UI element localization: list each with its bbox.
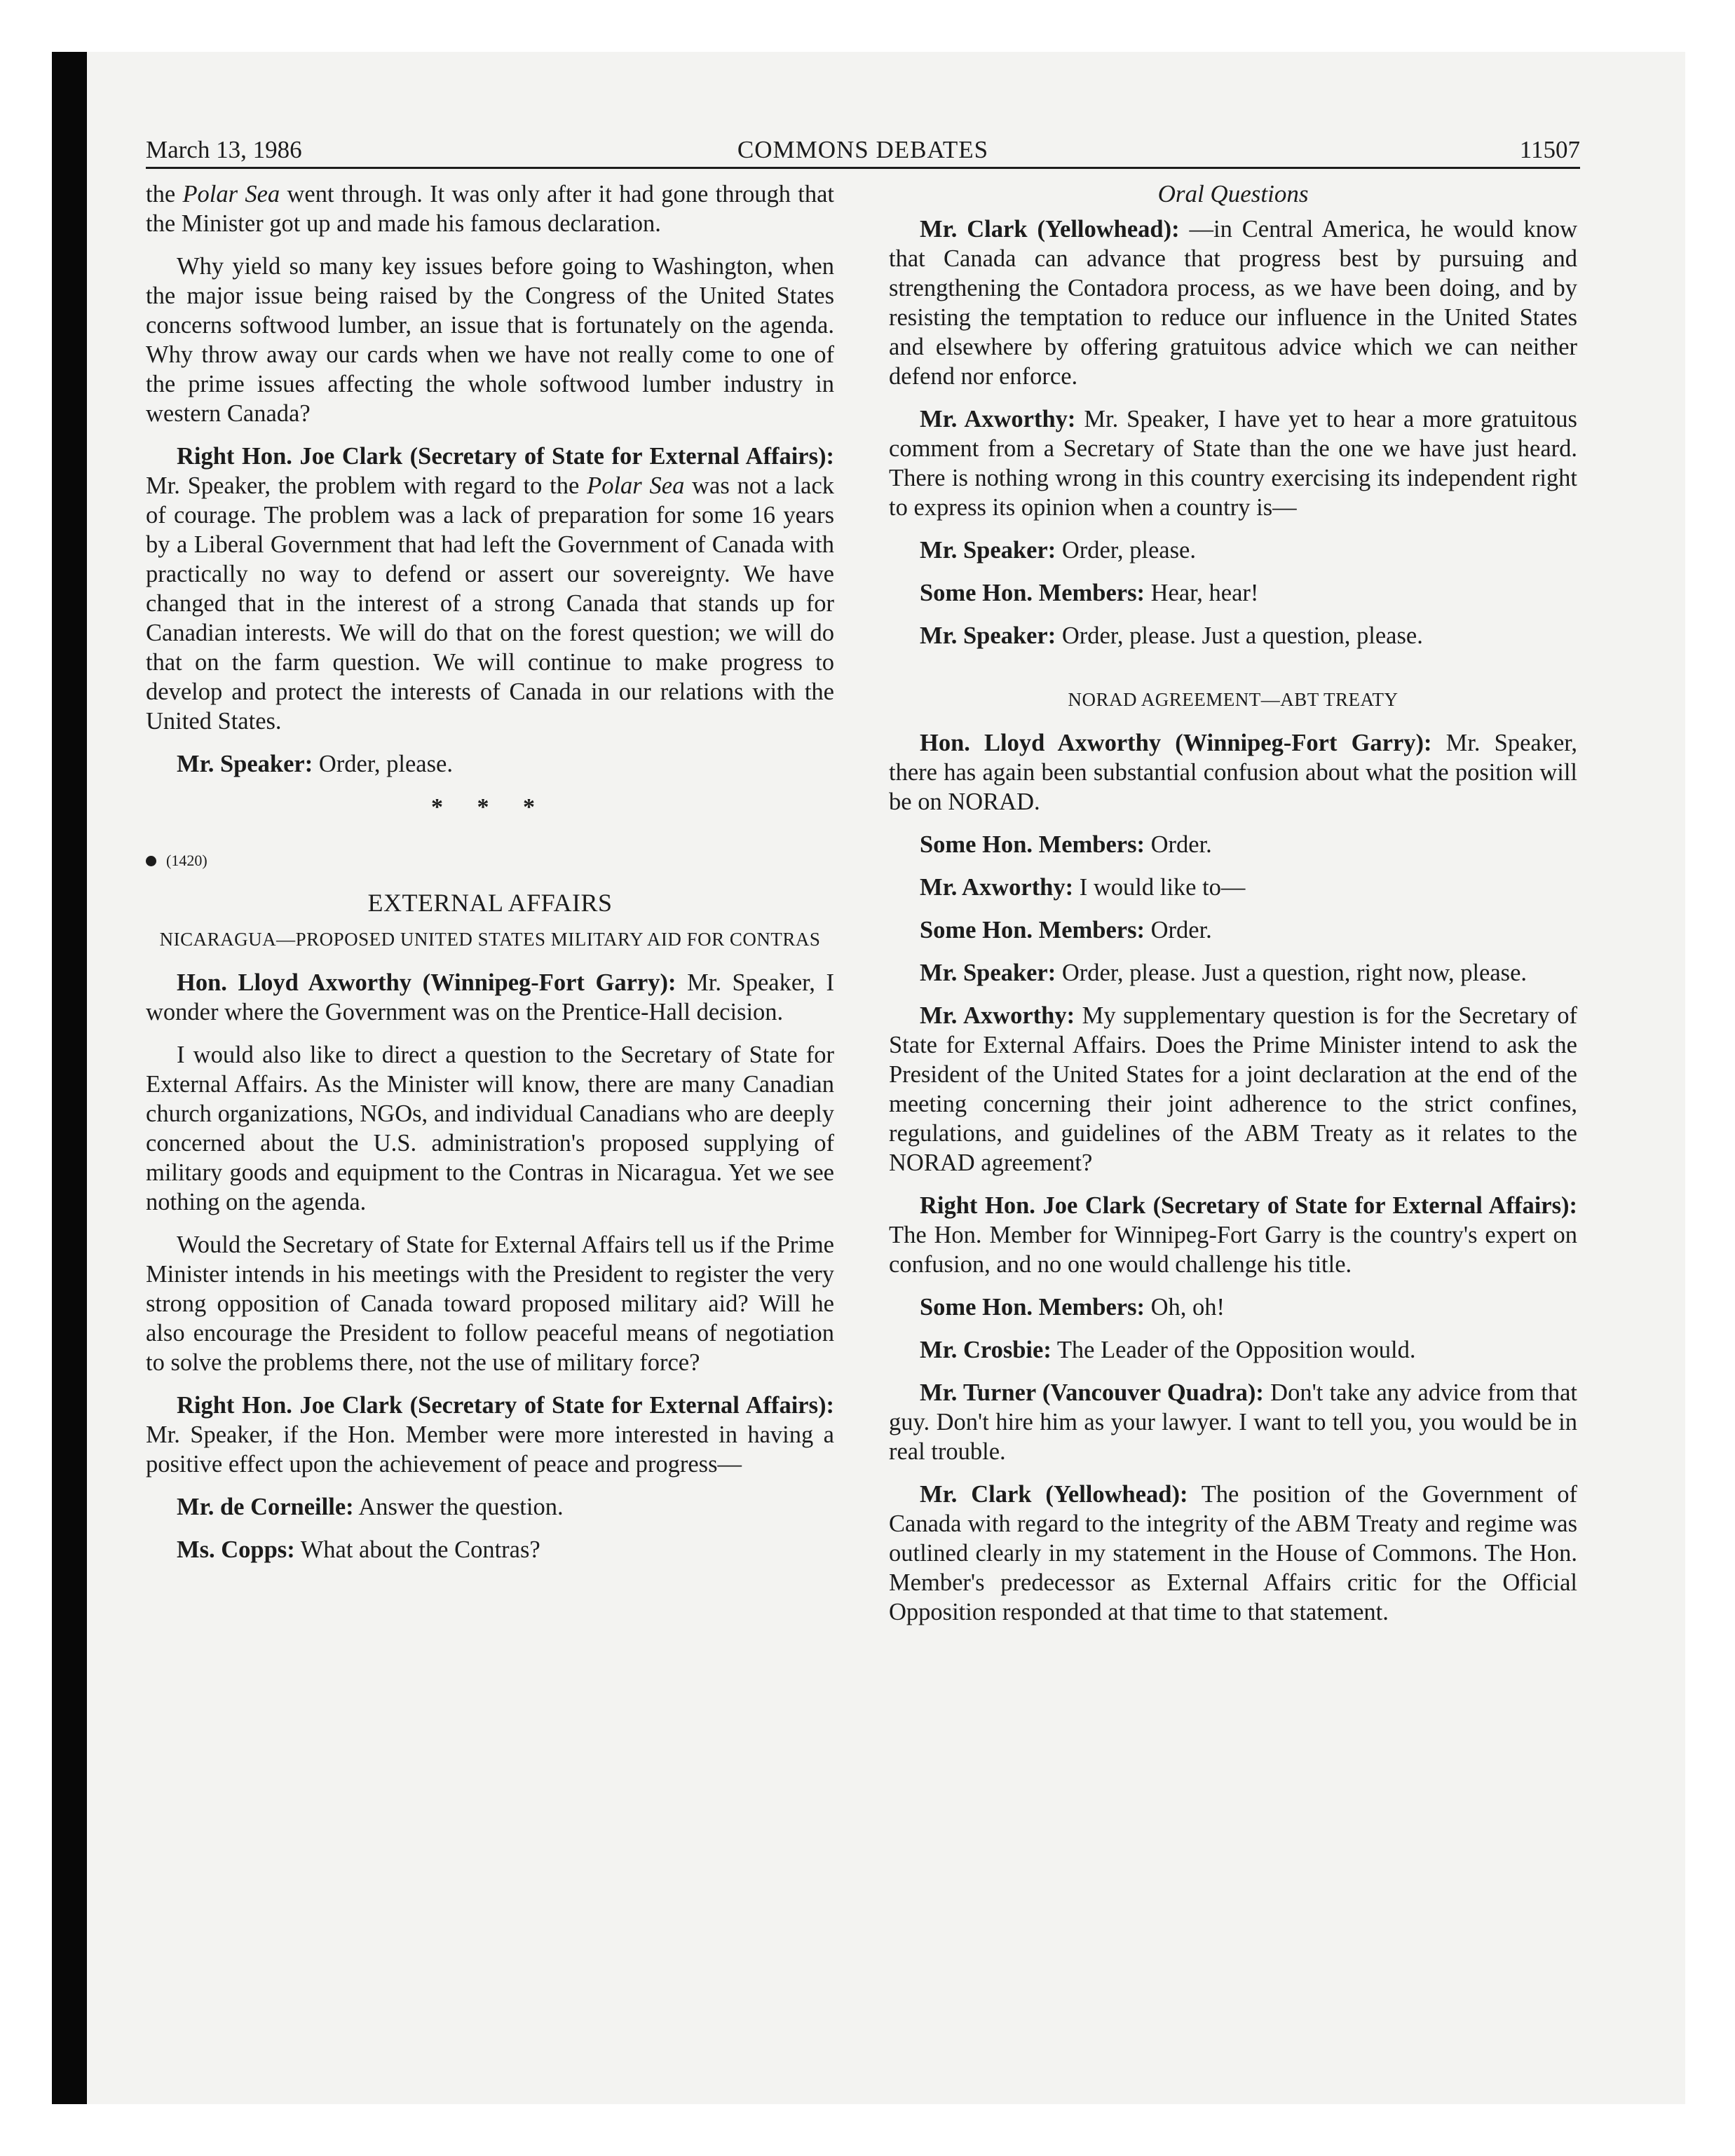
subsection-title: NORAD AGREEMENT—ABT TREATY xyxy=(1068,689,1399,710)
paragraph: Would the Secretary of State for External Affairs tell us if the Prime Minister intends in his meetings with the President to register the very strong opposition of Canada toward proposed military aid? Will he also encourage the President to follow peaceful means of negotiation to solve the problems there, not the use of military force? xyxy=(146,1231,834,1376)
paragraph: the Polar Sea went through. It was only after it had gone through that the Minister got up and made his famous declaration. xyxy=(146,181,834,237)
speaker-name: Mr. Speaker: xyxy=(920,622,1056,649)
speech-paragraph: Mr. Turner (Vancouver Quadra): Don't take any advice from that guy. Don't hire him as your lawyer. I want to tell you, you would be in real trouble. xyxy=(889,1379,1577,1465)
speech-paragraph: Mr. Axworthy: My supplementary question is for the Secretary of State for External Affairs. Does the Prime Minister intend to ask the President of the United States for a joint declaration at the end of the meeting concerning their joint adherence to the strict confines, regulations, and guidelines of the ABM Treaty as it relates to the NORAD agreement? xyxy=(889,1002,1577,1176)
speech-paragraph: Right Hon. Joe Clark (Secretary of State for External Affairs): Mr. Speaker, the problem with regard to the Polar Sea was not a lack of courage. The problem was a lack of preparation for some 16 years by a Liberal Government that had left the Government of Canada with practically no way to defend or assert our sovereignty. We have changed that in the interest of a strong Canada that stands up for Canadian interests. We will do that on the forest question; we will do that on the farm question. We will continue to make progress to develop and protect the interests of Canada in our relations with the United States. xyxy=(146,443,835,735)
speech-paragraph: Right Hon. Joe Clark (Secretary of State for External Affairs): The Hon. Member for Winnipeg-Fort Garry is the country's expert on confusion, and no one would challenge his title. xyxy=(889,1192,1577,1278)
section-gap xyxy=(889,664,1577,688)
speaker-name: Mr. Speaker: xyxy=(177,751,313,777)
speech-paragraph: Mr. Speaker: Order, please. xyxy=(177,751,453,777)
speaker-name: Some Hon. Members: xyxy=(920,580,1145,606)
header-title: COMMONS DEBATES xyxy=(737,136,989,163)
speaker-name: Some Hon. Members: xyxy=(920,917,1145,943)
speech-paragraph: Some Hon. Members: Oh, oh! xyxy=(920,1294,1225,1321)
speech-paragraph: Hon. Lloyd Axworthy (Winnipeg-Fort Garry): Mr. Speaker, I wonder where the Government was on the Prentice-Hall decision. xyxy=(146,969,835,1025)
speech-paragraph: Right Hon. Joe Clark (Secretary of State for External Affairs): Mr. Speaker, if the Hon. Member were more interested in having a positive effect upon the achievement of peace and progress— xyxy=(146,1392,834,1478)
section-separator: * * * xyxy=(431,794,549,820)
left-column xyxy=(146,179,834,1578)
speaker-name: Mr. Speaker: xyxy=(920,537,1056,564)
vessel-name: Polar Sea xyxy=(182,181,280,207)
speaker-name: Hon. Lloyd Axworthy (Winnipeg-Fort Garry): xyxy=(920,730,1432,756)
speaker-name: Right Hon. Joe Clark (Secretary of State for External Affairs): xyxy=(177,1392,834,1419)
speech-paragraph: Mr. Axworthy: I would like to— xyxy=(920,874,1246,901)
subsection-title: NICARAGUA—PROPOSED UNITED STATES MILITARY AID FOR CONTRAS xyxy=(159,929,821,950)
section-title: EXTERNAL AFFAIRS xyxy=(367,889,613,917)
speaker-name: Mr. de Corneille: xyxy=(177,1494,354,1520)
speaker-name: Some Hon. Members: xyxy=(920,1294,1145,1321)
speech-paragraph: Mr. Speaker: Order, please. Just a question, right now, please. xyxy=(920,960,1528,986)
speech-paragraph: Mr. Axworthy: Mr. Speaker, I have yet to hear a more gratuitous comment from a Secretary of State than the one we have just heard. There is nothing wrong in this country exercising its independent right to express its opinion when a country is— xyxy=(889,406,1577,521)
speaker-name: Mr. Turner (Vancouver Quadra): xyxy=(920,1379,1264,1406)
header-date: March 13, 1986 xyxy=(146,136,302,163)
speaker-name: Ms. Copps: xyxy=(177,1536,295,1563)
paragraph: Why yield so many key issues before going to Washington, when the major issue being raised by the Congress of the United States concerns softwood lumber, an issue that is fortunately on the agenda. Why throw away our cards when we have not really come to one of the prime issues affecting the whole softwood lumber industry in western Canada? xyxy=(146,253,834,427)
speaker-name: Some Hon. Members: xyxy=(920,831,1145,858)
right-column xyxy=(889,179,1577,1640)
bullet-icon xyxy=(146,856,156,866)
time-marker xyxy=(146,850,834,871)
speech-paragraph: Mr. Speaker: Order, please. xyxy=(920,537,1196,564)
header-page-number: 11507 xyxy=(1519,136,1580,163)
speaker-name: Mr. Crosbie: xyxy=(920,1337,1052,1363)
speaker-name: Right Hon. Joe Clark (Secretary of State for External Affairs): xyxy=(177,443,834,470)
speaker-name: Mr. Speaker: xyxy=(920,960,1056,986)
running-head: Oral Questions xyxy=(1157,180,1309,207)
speech-paragraph: Some Hon. Members: Order. xyxy=(920,831,1212,858)
speaker-name: Mr. Clark (Yellowhead): xyxy=(920,1481,1188,1508)
speech-paragraph: Mr. Crosbie: The Leader of the Opposition would. xyxy=(920,1337,1416,1363)
speech-paragraph: Ms. Copps: What about the Contras? xyxy=(177,1536,540,1563)
header-rule xyxy=(146,167,1580,169)
paragraph: I would also like to direct a question to the Secretary of State for External Affairs. As the Minister will know, there are many Canadian church organizations, NGOs, and individual Canadians who are deeply concerned about the U.S. administration's proposed supplying of military goods and equipment to the Contras in Nicaragua. Yet we see nothing on the agenda. xyxy=(146,1042,834,1215)
speech-paragraph: Some Hon. Members: Order. xyxy=(920,917,1212,943)
speech-paragraph: Mr. Speaker: Order, please. Just a question, please. xyxy=(920,622,1423,649)
speaker-name: Mr. Axworthy: xyxy=(920,1002,1075,1029)
time-marker-label: (1420) xyxy=(166,852,207,869)
binding-edge xyxy=(52,52,87,2104)
speaker-name: Right Hon. Joe Clark (Secretary of State for External Affairs): xyxy=(920,1192,1577,1219)
page-header xyxy=(146,133,1580,167)
speaker-name: Mr. Axworthy: xyxy=(920,874,1074,901)
speech-paragraph: Mr. Clark (Yellowhead): —in Central America, he would know that Canada can advance that progress best by pursuing and strengthening the Contadora process, as we have been doing, and by resisting the temptation to reduce our influence in the United States and elsewhere by offering gratuitous advice which we can neither defend nor enforce. xyxy=(889,216,1578,390)
speaker-name: Mr. Axworthy: xyxy=(920,406,1076,432)
speech-paragraph: Some Hon. Members: Hear, hear! xyxy=(920,580,1259,606)
speech-paragraph: Mr. Clark (Yellowhead): The position of the Government of Canada with regard to the integrity of the ABM Treaty and regime was outlined clearly in my statement in the House of Commons. The Hon. Member's predecessor as External Affairs critic for the Official Opposition responded at that time to that statement. xyxy=(889,1481,1577,1625)
speech-paragraph: Hon. Lloyd Axworthy (Winnipeg-Fort Garry): Mr. Speaker, there has again been substantial confusion about what the position will be on NORAD. xyxy=(889,730,1578,815)
speech-paragraph: Mr. de Corneille: Answer the question. xyxy=(177,1494,564,1520)
vessel-name: Polar Sea xyxy=(587,472,685,499)
speaker-name: Mr. Clark (Yellowhead): xyxy=(920,216,1180,243)
speaker-name: Hon. Lloyd Axworthy (Winnipeg-Fort Garry): xyxy=(177,969,676,996)
